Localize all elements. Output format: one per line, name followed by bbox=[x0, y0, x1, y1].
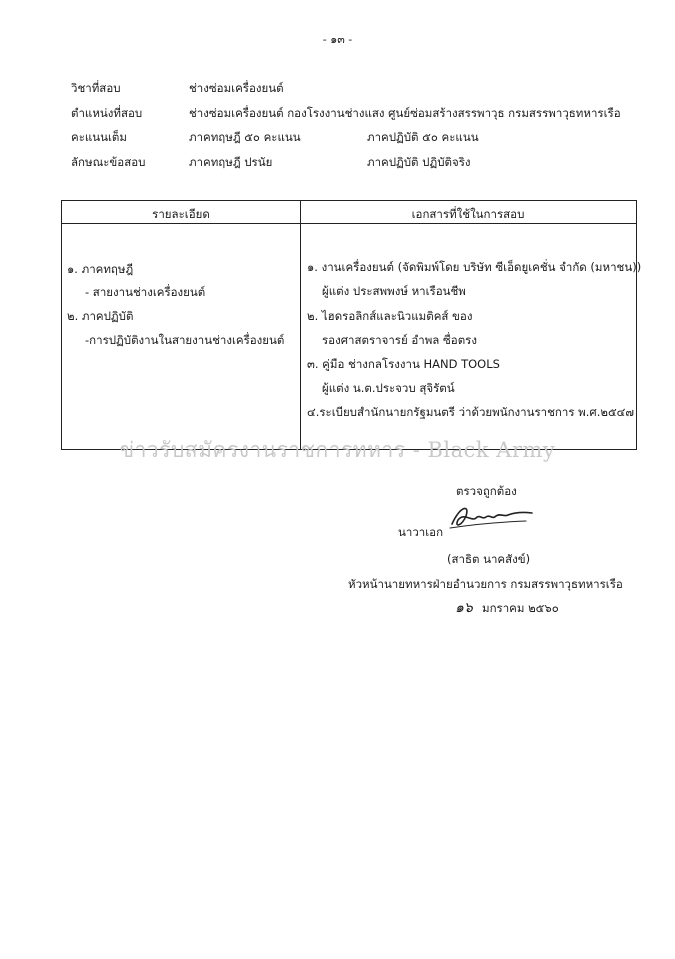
signature-mark bbox=[446, 502, 536, 532]
info-value: ช่างซ่อมเครื่องยนต์ bbox=[189, 81, 284, 95]
table-header-details: รายละเอียด bbox=[152, 207, 210, 221]
signer-rank: นาวาเอก bbox=[398, 525, 444, 539]
info-label: ตำแหน่งที่สอบ bbox=[71, 106, 143, 120]
info-label: ลักษณะข้อสอบ bbox=[71, 155, 146, 169]
document-item: ผู้แต่ง น.ต.ประจวบ สุจิรัตน์ bbox=[322, 381, 455, 395]
table-header-documents: เอกสารที่ใช้ในการสอบ bbox=[411, 207, 525, 221]
info-value: ภาคทฤษฎี ปรนัย bbox=[189, 155, 273, 169]
detail-item: ๑. ภาคทฤษฎี bbox=[67, 262, 134, 276]
signing-date: มกราคม ๒๕๖๐ bbox=[482, 601, 559, 615]
certified-correct-label: ตรวจถูกต้อง bbox=[456, 484, 517, 498]
info-value: ช่างซ่อมเครื่องยนต์ กองโรงงานช่างแสง ศูนย์ซ่อมสร้างสรรพาวุธ กรมสรรพาวุธทหารเรือ bbox=[189, 106, 621, 120]
exam-details-table bbox=[61, 200, 642, 450]
document-item: รองศาสตราจารย์ อำพล ซื่อตรง bbox=[322, 333, 477, 347]
info-label: วิชาที่สอบ bbox=[71, 81, 121, 95]
signing-day: ๑๖ bbox=[455, 600, 473, 616]
signer-position: หัวหน้านายทหารฝ่ายอำนวยการ กรมสรรพาวุธทหารเรือ bbox=[348, 577, 623, 591]
watermark: ข่าวรับสมัครงานราชการทหาร - Black Army bbox=[119, 438, 556, 462]
table-column-divider bbox=[300, 201, 301, 449]
document-item: ๑. งานเครื่องยนต์ (จัดพิมพ์โดย บริษัท ซีเอ็ดยูเคชั่น จำกัด (มหาชน)) bbox=[307, 260, 642, 274]
info-value: ภาคทฤษฎี ๕๐ คะแนน bbox=[189, 130, 301, 144]
document-item: ๓. คู่มือ ช่างกลโรงงาน HAND TOOLS bbox=[307, 357, 500, 371]
detail-item: ๒. ภาคปฏิบัติ bbox=[67, 309, 134, 323]
info-value-secondary: ภาคปฏิบัติ ปฏิบัติจริง bbox=[367, 155, 471, 169]
document-item: ผู้แต่ง ประสพพงษ์ หาเรือนชีพ bbox=[322, 284, 466, 298]
detail-item: - สายงานช่างเครื่องยนต์ bbox=[85, 285, 206, 299]
signer-name: (สาธิต นาคสังข์) bbox=[447, 552, 531, 566]
info-label: คะแนนเต็ม bbox=[71, 130, 127, 144]
detail-item: -การปฏิบัติงานในสายงานช่างเครื่องยนต์ bbox=[85, 333, 285, 347]
document-item: ๒. ไฮดรอลิกส์และนิวแมติคส์ ของ bbox=[307, 309, 473, 323]
page-number: - ๑๓ - bbox=[322, 33, 353, 46]
info-value-secondary: ภาคปฏิบัติ ๕๐ คะแนน bbox=[367, 130, 479, 144]
document-item: ๔.ระเบียบสำนักนายกรัฐมนตรี ว่าด้วยพนักงานราชการ พ.ศ.๒๕๔๗ bbox=[307, 405, 635, 419]
